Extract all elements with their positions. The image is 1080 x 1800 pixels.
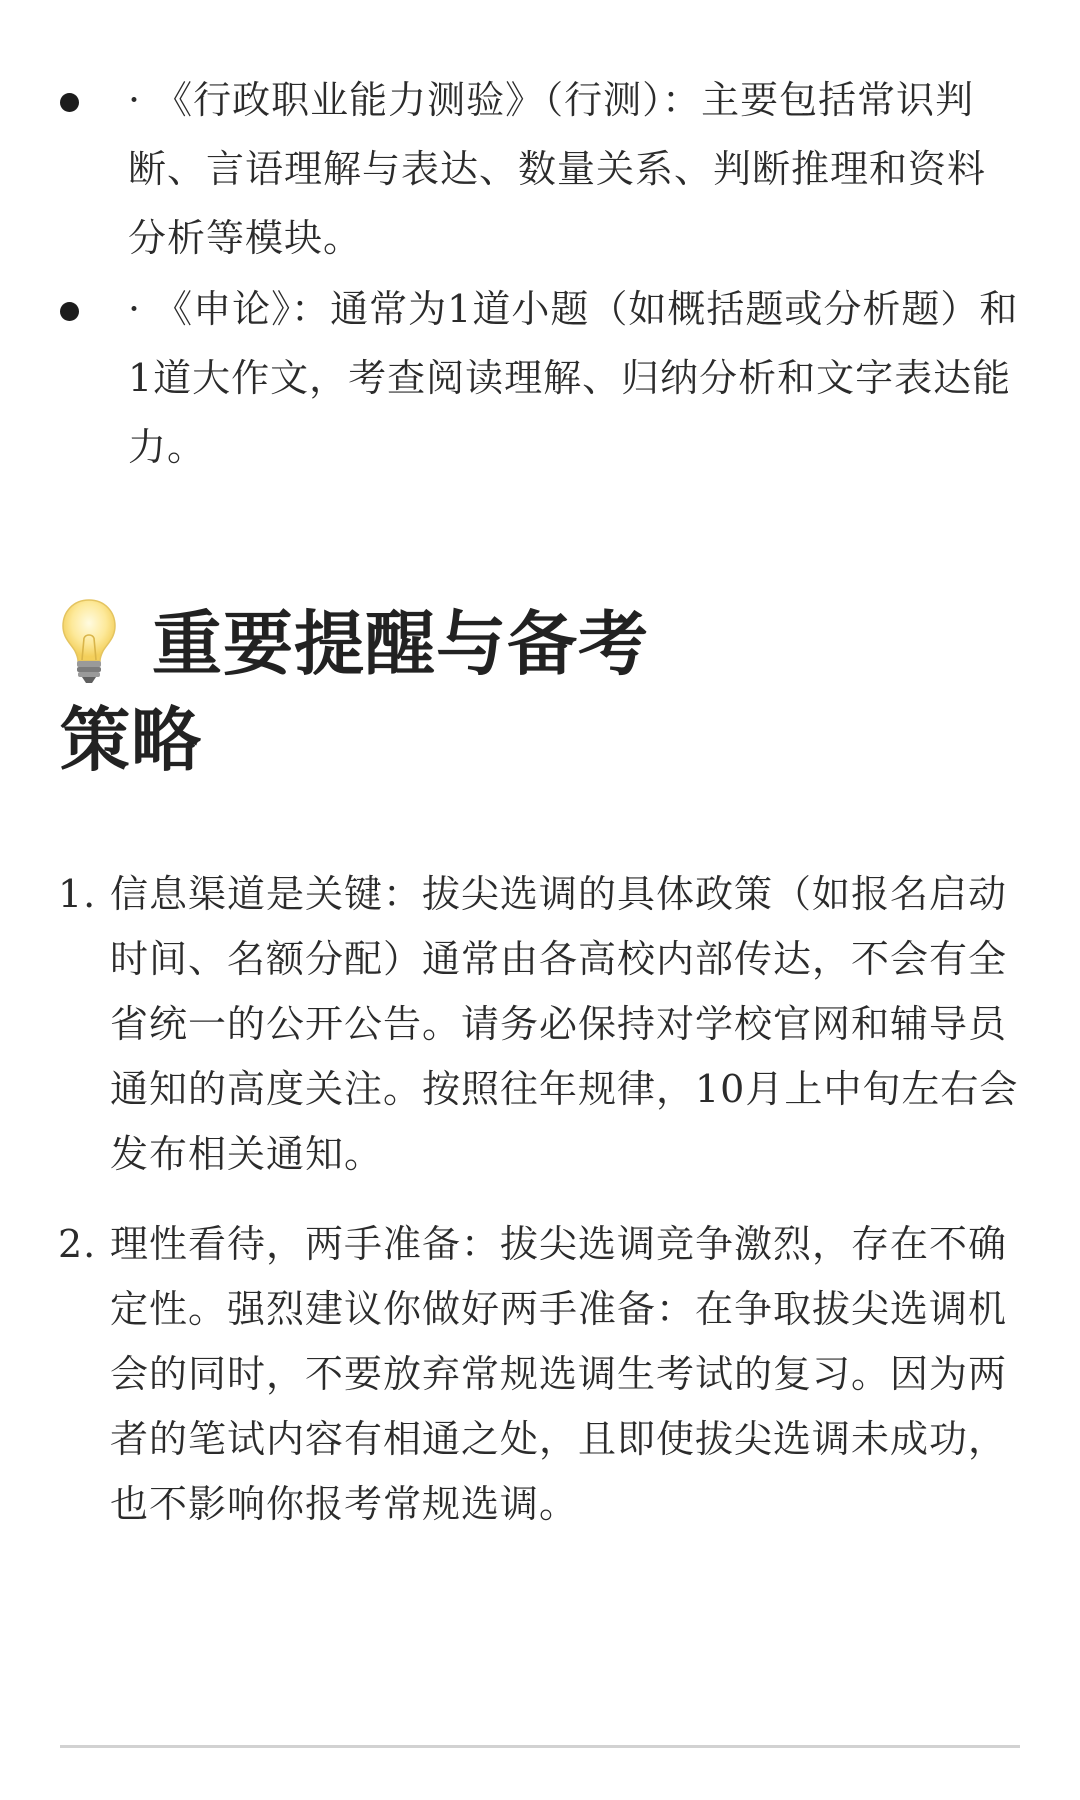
lightbulb-icon — [60, 598, 118, 684]
list-item — [0, 66, 1080, 273]
bullet-dot-icon — [60, 302, 79, 321]
list-item-text: · 《申论》：通常为1道小题（如概括题或分析题）和1道大作文，考查阅读理解、归纳分析和文字表达能力。 — [128, 287, 1019, 469]
section-heading — [60, 596, 680, 788]
list-item — [0, 862, 1080, 1187]
list-number: 1. — [58, 872, 97, 916]
list-number: 2. — [58, 1222, 97, 1266]
bullet-dot-icon — [60, 93, 79, 112]
exam-subject-list — [0, 66, 1080, 482]
list-item-text: 信息渠道是关键：拔尖选调的具体政策（如报名启动时间、名额分配）通常由各高校内部传达，不会有全省统一的公开公告。请务必保持对学校官网和辅导员通知的高度关注。按照往年规律，10月上中旬左右会发布相关通知。 — [110, 872, 1019, 1176]
section-title: 重要提醒与备考策略 — [60, 602, 649, 781]
list-item-text: 理性看待，两手准备：拔尖选调竞争激烈，存在不确定性。强烈建议你做好两手准备：在争取拔尖选调机会的同时，不要放弃常规选调生考试的复习。因为两者的笔试内容有相通之处，且即使拔尖选调未成功，也不影响你报考常规选调。 — [110, 1222, 1008, 1526]
list-item — [0, 1212, 1080, 1537]
list-item-text: · 《行政职业能力测验》（行测）：主要包括常识判断、言语理解与表达、数量关系、判断推理和资料分析等模块。 — [128, 78, 987, 260]
tips-list — [0, 862, 1080, 1537]
list-item — [0, 275, 1080, 482]
divider — [60, 1745, 1020, 1748]
